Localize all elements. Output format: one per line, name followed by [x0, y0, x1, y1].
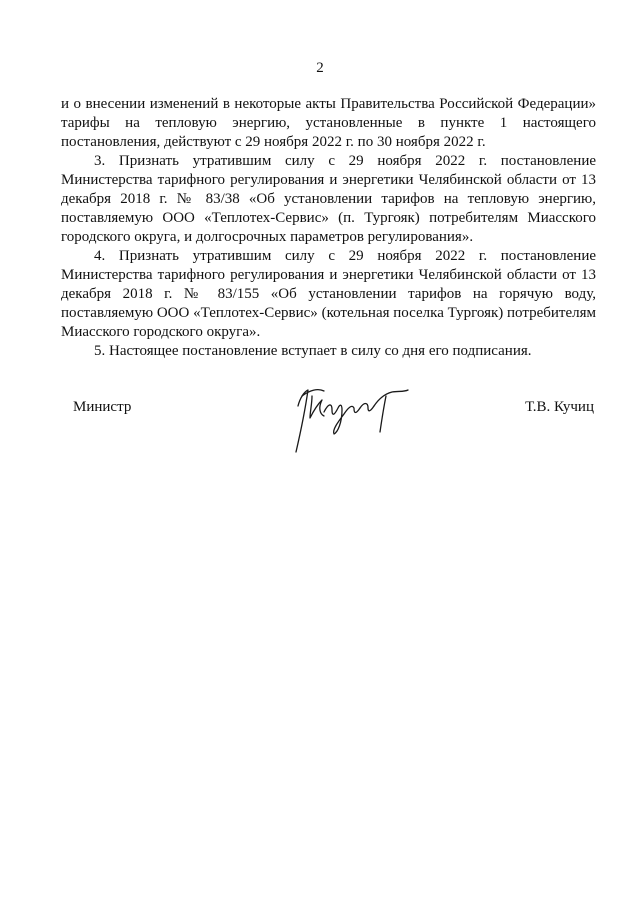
signature-block: [0, 388, 640, 468]
document-body: [61, 95, 596, 361]
paragraph-item-5: 5. Настоящее постановление вступает в силу со дня его подписания.: [94, 343, 532, 359]
paragraph-item-4: 4. Признать утратившим силу с 29 ноября 2022 г. постановление Министерства тарифного регулирования и энергетики Челябинской области от 13 декабря 2018 г. № 83/155 «Об установлении тарифов на горячую воду, поставляемую ООО «Теплотех-Сервис» (котельная поселка Тургояк) потребителям Миасского городского округа».: [61, 248, 596, 340]
paragraph-continuation: и о внесении изменений в некоторые акты Правительства Российской Федерации» тарифы на тепловую энергию, установленные в пункте 1 настоящего постановления, действуют с 29 ноября 2022 г. по 30 ноября 2022 г.: [61, 96, 596, 150]
handwritten-signature: [288, 382, 418, 454]
signer-name: Т.В. Кучиц: [525, 399, 594, 415]
page-number: 2: [316, 60, 324, 76]
paragraph-item-3: 3. Признать утратившим силу с 29 ноября 2022 г. постановление Министерства тарифного регулирования и энергетики Челябинской области от 13 декабря 2018 г. № 83/38 «Об установлении тарифов на тепловую энергию, поставляемую ООО «Теплотех-Сервис» (п. Тургояк) потребителям Миасского городского округа, и долгосрочных параметров регулирования».: [61, 153, 596, 245]
signer-title: Министр: [73, 399, 132, 415]
